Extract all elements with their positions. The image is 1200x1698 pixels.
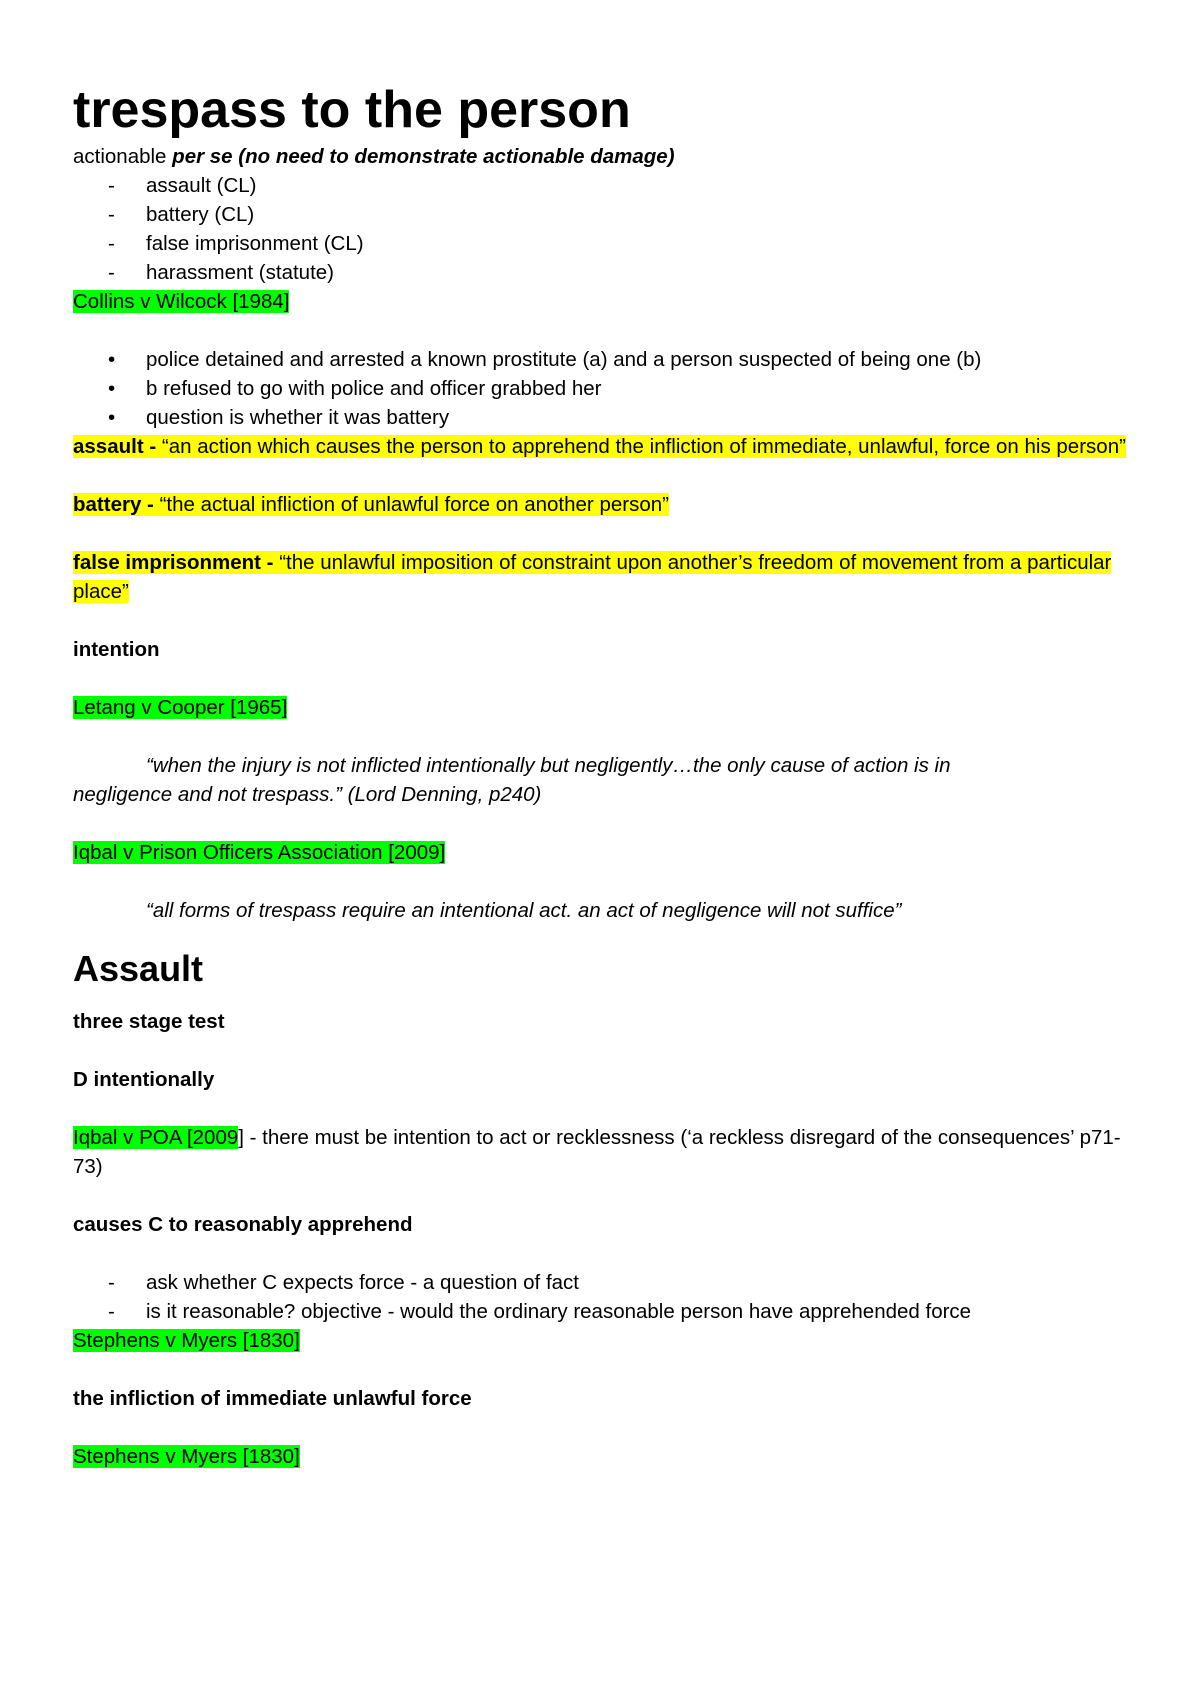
collins-facts-list bbox=[73, 345, 1133, 432]
letang-quote: “when the injury is not inflicted intentionally but negligently…the only cause of action is in negligence and not trespass.” (Lord Denning, p240) bbox=[73, 754, 951, 806]
intro-line bbox=[73, 142, 1133, 171]
definition-term: false imprisonment - bbox=[73, 551, 274, 574]
case-name-highlight: Stephens v Myers [1830] bbox=[73, 1445, 300, 1468]
case-name-highlight: Letang v Cooper [1965] bbox=[73, 696, 288, 719]
definition-text: “the actual infliction of unlawful force on another person” bbox=[153, 493, 669, 516]
bullet-marker: • bbox=[108, 406, 116, 429]
three-stage-test-heading: three stage test bbox=[73, 1010, 225, 1033]
dash-marker: - bbox=[108, 261, 115, 284]
stephens-case-heading bbox=[73, 1326, 1133, 1355]
dash-marker: - bbox=[108, 1271, 115, 1294]
list-item: - ask whether C expects force - a question of fact bbox=[73, 1268, 1133, 1297]
case-name-highlight: Collins v Wilcock [1984] bbox=[73, 290, 290, 313]
iqbal-case-heading bbox=[73, 838, 1133, 867]
list-item: - false imprisonment (CL) bbox=[73, 229, 1133, 258]
list-item: - is it reasonable? objective - would the ordinary reasonable person have apprehended force bbox=[73, 1297, 1133, 1326]
case-name-highlight: Iqbal v Prison Officers Association [2009] bbox=[73, 841, 446, 864]
dash-marker: - bbox=[108, 174, 115, 197]
stage-three-heading: the infliction of immediate unlawful force bbox=[73, 1387, 472, 1410]
bullet-marker: • bbox=[108, 348, 116, 371]
letang-case-heading bbox=[73, 693, 1133, 722]
definition-text: “the unlawful imposition of constraint upon another’s freedom of movement from a particular place” bbox=[73, 551, 1112, 603]
collins-case-heading bbox=[73, 287, 1133, 316]
dash-marker: - bbox=[108, 203, 115, 226]
list-item: - assault (CL) bbox=[73, 171, 1133, 200]
case-name-highlight: Iqbal v POA [2009 bbox=[73, 1126, 239, 1149]
torts-list bbox=[73, 171, 1133, 287]
definition-text: “an action which causes the person to apprehend the infliction of immediate, unlawful, force on his person” bbox=[156, 435, 1126, 458]
assault-definition bbox=[73, 432, 1133, 461]
dash-marker: - bbox=[108, 232, 115, 255]
stage-two-heading: causes C to reasonably apprehend bbox=[73, 1213, 413, 1236]
iqbal-quote: “all forms of trespass require an intentional act. an act of negligence will not suffice” bbox=[146, 899, 902, 922]
intro-normal: actionable bbox=[73, 145, 173, 168]
intention-heading: intention bbox=[73, 638, 160, 661]
false-imprisonment-definition bbox=[73, 548, 1133, 606]
apprehend-list bbox=[73, 1268, 1133, 1326]
battery-definition bbox=[73, 490, 1133, 519]
list-item: • b refused to go with police and officer grabbed her bbox=[73, 374, 1133, 403]
list-item: - battery (CL) bbox=[73, 200, 1133, 229]
case-name-highlight: Stephens v Myers [1830] bbox=[73, 1329, 300, 1352]
list-item: • question is whether it was battery bbox=[73, 403, 1133, 432]
assault-section-heading: Assault bbox=[73, 948, 204, 989]
stage-one-heading: D intentionally bbox=[73, 1068, 215, 1091]
iqbal-poa-paragraph: Iqbal v POA [2009] - there must be intention to act or recklessness (‘a reckless disregard of the consequences’ p71-73) bbox=[73, 1126, 1121, 1178]
bullet-marker: • bbox=[108, 377, 116, 400]
page-title: trespass to the person bbox=[73, 81, 631, 139]
list-item: • police detained and arrested a known prostitute (a) and a person suspected of being one (b) bbox=[73, 345, 1133, 374]
definition-term: assault - bbox=[73, 435, 157, 458]
intro-italic: per se (no need to demonstrate actionable damage) bbox=[172, 145, 675, 168]
stephens-case-heading-2 bbox=[73, 1442, 1133, 1471]
dash-marker: - bbox=[108, 1300, 115, 1323]
document-body bbox=[73, 80, 1133, 1471]
list-item: - harassment (statute) bbox=[73, 258, 1133, 287]
definition-term: battery - bbox=[73, 493, 154, 516]
